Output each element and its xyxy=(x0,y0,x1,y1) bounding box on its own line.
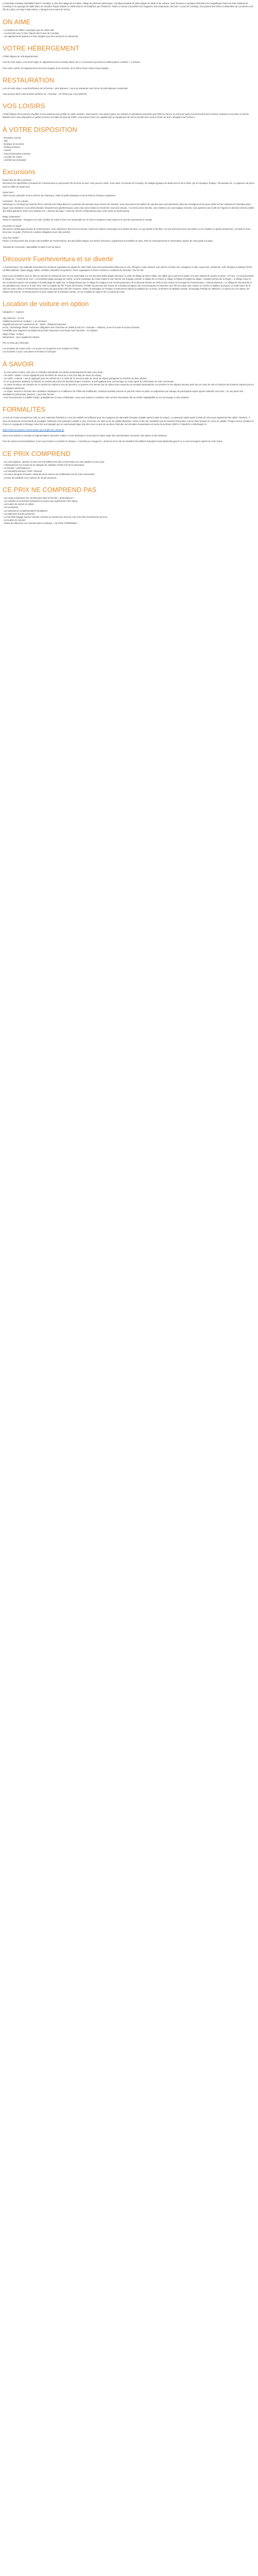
section-on-aime xyxy=(3,18,255,39)
excursion-note: *Dessaid de l'excursion, disponibilité et tarifs à voir sur place. xyxy=(3,245,61,248)
section-decouvrir xyxy=(3,255,255,294)
paragraph: Au sein de l'Union européenne (UE), la carte nationale d'identité en cours de validité est suffisante pour les voyageurs de nationalité française (valable après la date du retour). Le passeport valide après la date de retour peut également être utilisé. Attention : il vous est fortement recommandé de privilégier l'utilisation d'un passeport valable si vous CNI porte une date de fin de validité dépassée, même si elle est considérée par les autorités françaises comme étant toujours en cours de validité. Chaque mineur résidant en France et voyageant à l'étranger sans être accompagné par un représentant légal, doit être muni en plus de sa pièce d'identité, du formulaire d'autorisation de sortie de territoire CERFA n°15646*01 à télécharger ici : xyxy=(3,416,254,426)
list-item: - Parking extérieur xyxy=(3,146,21,149)
list-item: - La situation de l'hôtel, à quelques pas du centre-ville xyxy=(3,28,54,31)
list-item: - La location de voiture en option xyxy=(3,503,34,506)
paragraph: Lors de votre séjour, vous bénéficierez de la formule « petit déjeuner » servi au restaurant sous forme de petit-déjeuner continental. xyxy=(3,87,128,90)
paragraph: Age minimum : 21 ans Validité du permis de conduire : 1 an minimum Supplément pour les conducteurs de - 25ans : 20€/jour/conducteur Inclus : Kilométrage illimité, Assurance obligatoire avec franchise de 1500€ (Inclut vol + incendie + collision), la tva et la taxe et la taxe incluses) Possibilité pour supprimer au départ de prendre l'assurance tout risque sans franchise : 22,70€/jour Siège enfant : 9 €/jour Rehausseur : avec supplément 3€/jour xyxy=(3,316,140,338)
list-item: - La formule « petit déjeuner » xyxy=(3,467,31,470)
list-item: - Les taxes aéroport et hausse carburant (sous réserve de modification lors de votre réservation) xyxy=(3,473,95,476)
section-location xyxy=(3,300,255,353)
paragraph: Nous vous conseillons vous en faire au marché de Saisoverd avec sa vue imprenable sur une des plus belles plages d'Europe, la visite du village de Morro Jable, son église qui lui permet le plaisir et le parc Naturel de Jandía, le phare « el Faro » et sa promenade, le village de « Puerto de la Cruz » et la sublime plage sauvage de Cofete, la zone touristique de Costa Calma et son marché sur la plage centrale, le village de La Pared, le village et Pájara et l'église du village « Nuestra Señora de la Regla », le village d'Ajuy et son monument naturel, son protégé et la belle plage de sable noir, le village Betancuria, le village du Antigua et son moulin producteur de la fameuse fermée de Gofio et son musée du Fromage de Fuerteventura « Cheese Museum », le Village de Tiscamanita et ses plantations de cactus et à Aloe Vera, enfin le capitale de l'île, Puerto del Rosario. Profitez du parcours des Dunes de Corralejo (sculpture des roues barquées et traversez vers l'île de Lobos, parc naturel ou l'ornée ne déplace qu'à pied. Le fonds marin de la côte est entre Lobos et Fuerteventura sont parmi les plus beaux des îles Canaries. Visitez, la Montagne de Tindaya, le Monument naturel du Malpaís de La Arena, la Réserve de Malpaís Grande, la Paysage Protégé de Vallebrón, Le volcan de Los Lajares, les Salines del Carmen, El Monumental et le parc Naturel de la Montaña Cardón, et Los Castillos de Vigía et de La Caleta de Fuste. xyxy=(3,275,254,294)
prix-ne-comprend-list xyxy=(3,497,255,526)
paragraph: Catégorie A - 4 places xyxy=(3,311,24,314)
list-item: - Boutique de souvenir xyxy=(3,143,24,146)
excursion-block: Jeep Tour Safari* : Partez à la découverte des recoins inaccessibles de Fuerteventura, des plus belles plages, les sentes rocheuses, anguilement accessibles en jeep. Plus de renseignements et réservations auprès de votre guide sur place. xyxy=(3,236,214,243)
section-title: FORMALITÉS xyxy=(3,405,46,414)
paragraph: Lors de votre séjour, vous serez logés en appartement avec terrasse (60m²) de 2 à 4 personnes pouvant accueillir jusqu'à 2 adultes + 2 enfants. xyxy=(3,61,140,64)
paragraph: Pour votre confort, les appartements sont tous équipés d'une terrasse, de la Wifi et d'une cuisine toute équipée. xyxy=(3,66,109,70)
paragraph: Vous pourrez dîner votre boisson préférée au « Pool Bar » de l'hôtel pour vous rafraîchir. xyxy=(3,93,88,96)
section-formalites xyxy=(3,405,255,443)
list-item: - Les appartements spacieux et bien équipés pour des vacances en autonomie xyxy=(3,35,78,38)
section-a-savoir xyxy=(3,360,255,400)
cerfa-link[interactable]: https://www.formulaires.modernisation.gouv.fr/gf/cerfa_15646.do xyxy=(3,429,64,432)
list-item: - Lit bébé (sur demande) xyxy=(3,159,26,162)
section-disposition xyxy=(3,126,255,162)
list-item: - La location de voitures xyxy=(3,519,26,522)
paragraph: L'hôtel dispose de 109 appartements. xyxy=(3,55,39,58)
excursion-block: Grand Tour de l'île (1 journée) : Découvrez les spécificités et beautés de Fuerteventura en parcourant l'île du Nord au Sud. Vous pourrez visiter, entre autre, les Dunes de Corralejo, les villages typiques de Betancuria et de la Oliva, par la montagne Tindaya, Tiscamanita etc. Le déjeuner est prévu dans la vallée de Santa Inès. xyxy=(3,179,254,188)
list-item: - Les assurances complémentaires facultatives xyxy=(3,509,48,512)
section-restauration xyxy=(3,76,255,96)
section-hebergement xyxy=(3,44,255,70)
list-item: - Location de voiture xyxy=(3,155,22,158)
list-item: - Les vols réguliers, opérées ou low-cost A/R (billets émis dès la réservation sur vols réguliers ou low-cost) xyxy=(3,460,104,463)
list-item: - Point d'information tourisme xyxy=(3,152,31,155)
section-title: VOTRE HÉBERGEMENT xyxy=(3,44,79,53)
paragraph: Pour les autres recommandations, nous vous invitons à consulter la rubrique « Conseils aux voyageurs » présente sur le site du ministère des affaires étrangères www.diplomatie.gouv.fr ou à vous renseigner auprès de votre mairie. xyxy=(3,440,223,443)
section-title: VOS LOISIRS xyxy=(3,102,45,110)
paragraph: Prix et rendu des véhicules : xyxy=(3,341,30,344)
paragraph: - Si vous partez seul(e), votre prix en chambre individuelle est calculé automatiquement dans votre devis. - Les tarifs « bébés » seront appliqués pour les bébés de moins de 2 ans (à la date de retour du séjour). - Les tarifs « enfants » seront appliqués pour les enfants de 2 à moins de 12 ans (à la date de retour du séjour) partageant la chambre de deux adultes. - Si un ou plusieurs adulte(s) ou bébé(s) se rendent peut dans les lieux/les étapes ci-dessus, le tarif appliqué sera communiqué ou inclus après la confirmation de votre commande. - La durée du séjour est calculée sur le nombre de nuitées et non de journées. Le premier et le dernier jour du séjour sont consacrés au transport international. Les arrivées ou les départs pouvant avoir lieu en cours de nuit en fonction des horaires imposés par les compagnies aériennes. - Le séjour, suivant ce fonction des conditions climatiques ou à l'affluence de l'hôtel est insuffisante, certaines activités peuvent ne pas être mises en place ou supprimées par manque de participants requis (sports collectifs, mini-club...) et une partie des installations (restaurants, piscines...) peut être fermée. - Pour les personnes à mobilité réduite, préalablement à toute confirmation, nous vous invitons à contacter notre service réservation afin de vérifier l'adaptabilité ou non du voyage à votre situation. xyxy=(3,370,254,399)
excursion-block: Magic Catamaran* : Sortie en catamaran : Naviguez à la voile, profitez du soleil et d'une vue imprenable sur la côte en longeant Costa Calma et le sud de la péninsule de Jandia. xyxy=(3,215,153,222)
section-title: Excursions xyxy=(3,168,36,176)
section-title: CE PRIX NE COMPREND PAS xyxy=(3,485,96,494)
section-title: Location de voiture en option xyxy=(3,300,89,308)
list-item: - Toutes les dépenses non incluses dans la rubrique « CE PRIX COMPREND » xyxy=(3,522,78,525)
list-item: - Réception 24/24h xyxy=(3,136,21,139)
section-loisirs xyxy=(3,102,255,119)
list-item: - Wifi xyxy=(3,139,8,142)
cerfa-link-paragraph xyxy=(3,429,255,432)
list-item: - L'hébergement sur la base de la catégorie de chambre choisie lors de la réservation xyxy=(3,463,85,466)
section-title: Découvrir Fuerteventura et se divertir xyxy=(3,255,114,263)
page xyxy=(0,0,258,526)
section-excursions xyxy=(3,168,255,248)
paragraph: L'hôtel dispose d'une piscine chauffée et d'un solarium pour profiter du soleil canarien. Vous pourrez vous diverir grâce aux activités et animations proposées par l'hôtel ou lancer un vélo pour partir à la découverte des environs. Reposez-vous dans un des lits balinais mis à votre disposition et gardez la forme à la salle de sport de l'hôtel. Vous pouvez louer (en supplément) un équipement de surf et prendre des cours à l'école de Surf « Mosquito Surf School ». xyxy=(3,113,249,119)
section-title: RESTAURATION xyxy=(3,76,54,84)
section-title: À VOTRE DISPOSITION xyxy=(3,125,77,133)
section-prix-comprend xyxy=(3,450,255,480)
list-item: - La proximité avec le Parc Naturel des Dunes de Corralejo xyxy=(3,31,59,35)
disposition-list xyxy=(3,137,255,162)
paragraph: Les locations de voiture entre 1 et 6 jours se récupèrent et se restituent à l'hôtel. Les locations 7 jours, sont prises et rendues à l'aéroport xyxy=(3,347,79,353)
list-item: - Les pourboires xyxy=(3,506,19,509)
section-title: À SAVOIR xyxy=(3,360,34,368)
list-item: - Les repas et boissons non mentionnées dans la formule « petit déjeuner » xyxy=(3,496,75,499)
list-item: - Les transferts aéroport / hôtel / aéroport xyxy=(3,470,42,473)
section-title: CE PRIX COMPREND xyxy=(3,449,71,457)
section-prix-ne-comprend xyxy=(3,486,255,526)
list-item: - La taxe de solidarité et de carbone de 3€ par personne. xyxy=(3,476,57,479)
list-item: - La franchise bagage (sauf si mention contraire au moment du choix du vol) et les frais éventuels de services xyxy=(3,516,107,519)
list-item: - Laverie xyxy=(3,149,11,152)
excursion-block: Oasis Parc* : Visite du parc animalier et de la réserve de chameaux. Visite du jardin botanique et de la réserve d'oiseaux migrateurs. xyxy=(3,191,116,197)
list-item: - Les dépenses d'ordre personnel xyxy=(3,512,35,515)
excursion-block: Excursion en Quad* : Découvrez l'authentique beauté de Fuerteventura. Vous explorerez des terres inconnues, d'anciens cratères volcaniques et le désert de dune. Un jour parfait à l'air libre ! Un jour préconisé pour une partie ou non cavalier un quad (conducteur), cet facile et vous sera avec un guide. (Permis de conduire obligatoire pour cette activité) xyxy=(3,224,251,233)
paragraph: Nous vous invitons à consulter la réglementation douanière relative à votre destination concernant la valeur totale des marchandises ramenées, des tabacs et des boissons. xyxy=(3,434,168,437)
section-title: ON AIME xyxy=(3,18,31,26)
on-aime-list xyxy=(3,29,255,39)
list-item: - Les activités et excursions proposées sur place pour agrémenter votre séjour xyxy=(3,500,78,503)
intro-paragraph: La Bruandia Corralejo Nahellebet situé à Corralejo, à 1km de la plage de la Goleta. Village de pêcheurs pittoresque, Corralejo possède de jolies plages de sable et de volcans. Vous trouverez à quelques kilomètres les magnifiques dunes du Parc National de Corralejo et un paysage de sable blanc de Grandes Playas classée en 2009 réserve de biosphère par l'UNESCO. Située en bouse à proximité des magasins, des restaurants, des bars. Le port de Corralejo, d'où partent des ferries à destination de Lanzarote et de l'île de Lobos, est situé à 800 mètres. L'aéroport est à moins de 40 km. xyxy=(3,2,253,11)
prix-comprend-list xyxy=(3,461,255,480)
paragraph: À Fuerteventura, une multitude d'excursions et locations organisées au départ de votre hôtel vous seront présentées telles que le vélo, Plongée à voile, kitesurf, surf, pêche en haute mer, navigation à voile, Aqua Park, randonnée, Golf, Plongée et initiation (PADI certifiée) Balèses, Quad, Buggy, Safari, Activités Culturelles et Sportives, Parcs Aquatiques ou Parcs à thèmes. Locations de véhicules, Tour de l'île. xyxy=(3,265,252,272)
excursion-block: Lanzarote* : île de volcans Embarquez à Corralejo (au Nord de l'île) en direction de Playa Blanca à Lanzarote (la traversée dure environ 30 minutes). Vous découvrirez les salines de Janubio puis vous pénétrerez dans les montagnes de feu pour visiter le Parc national de Timanfaya dans lequel vous assisterez à une démonstration d'expériences géothermiques, ainsi vous aurez visitez la renommée route des volcans. À la Gería (zone viticole), vous visiterez une cave typique. Ensuite, vous passerez par la ville de Teguise en direction d'Haría (vallée des milles palmiers). Enfin vous visiterez les « Jameos del Agua » avant de revenir à Playa Blanca pour votre retour à Fuerteventura. xyxy=(3,200,254,212)
